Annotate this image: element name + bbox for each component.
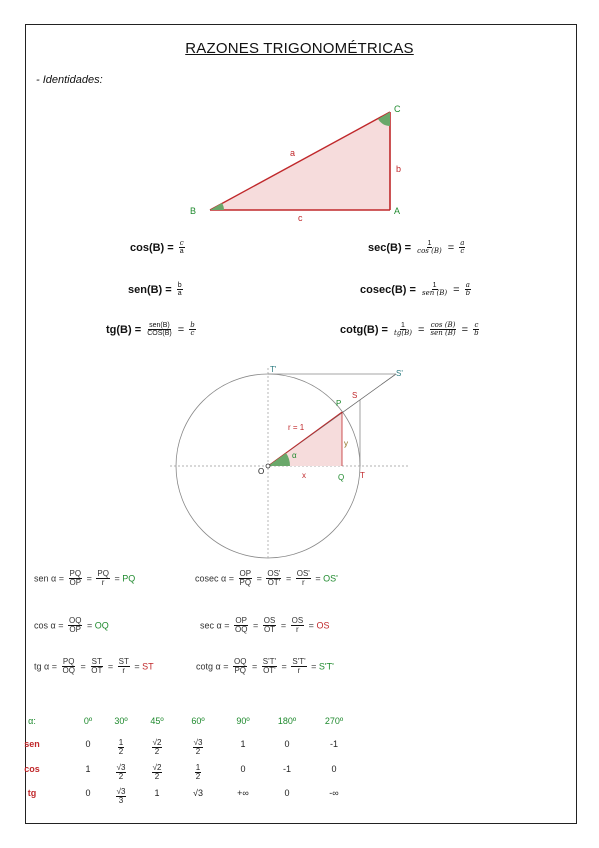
table-cell: $\frac{√3}{2}$ — [193, 738, 203, 757]
ratio-cos: cos α = $\frac{OQ}{OP}$ = OQ — [34, 616, 109, 635]
ratio-cosec: cosec α = $\frac{OP}{PQ}$ = $\frac{OS'}{OT'}$ = $\frac{OS'}{r}$ = OS' — [195, 569, 338, 588]
vertex-a: A — [394, 206, 401, 216]
label-r: r = 1 — [288, 423, 305, 432]
table-cell: √3 — [193, 788, 203, 798]
origin-point — [266, 464, 270, 468]
ratio-cotg: cotg α = $\frac{OQ}{PQ}$ = $\frac{S'T'}{OT'}$ = $\frac{S'T'}{r}$ = S'T' — [196, 657, 334, 676]
table-cell: 0 — [85, 739, 91, 749]
ratio-tg: tg α = $\frac{PQ}{OQ}$ = $\frac{ST}{OT}$ = $\frac{ST}{r}$ = ST — [34, 657, 154, 676]
page-title: RAZONES TRIGONOMÉTRICAS — [185, 40, 414, 57]
identity-tg: tg(B) = $\frac{\text{sen(B)}}{\text{COS(B)}}$ = $\frac{b}{c}$ — [106, 321, 195, 338]
label-p: P — [336, 399, 342, 408]
label-o: O — [258, 467, 265, 476]
label-s: S — [352, 391, 358, 400]
table-cell: $\frac{1}{2}$ — [195, 763, 201, 782]
label-t-prime: T' — [270, 365, 277, 374]
table-cell: 0 — [85, 788, 91, 798]
table-header-angle: 30º — [114, 716, 128, 726]
label-t: T — [360, 471, 365, 480]
table-row-label: tg — [27, 788, 37, 798]
label-alpha: α — [292, 451, 297, 460]
table-cell: $\frac{1}{2}$ — [118, 738, 124, 757]
identity-cos: cos(B) = $\frac{c}{a}$ — [130, 239, 184, 256]
identity-sec: sec(B) = $\frac{1}{\cos (B)}$ = $\frac{a}{c}$ — [368, 239, 465, 256]
table-row-label: sen — [24, 739, 40, 749]
table-header-angle: 45º — [150, 716, 164, 726]
ratio-sen: sen α = $\frac{PQ}{OP}$ = $\frac{PQ}{r}$ = PQ — [34, 569, 136, 588]
table-header-angle: 60º — [191, 716, 205, 726]
vertex-c: C — [394, 104, 401, 114]
table-cell: 1 — [240, 739, 246, 749]
identity-cotg: cotg(B) = $\frac{1}{tg(B)}$ = $\frac{\cos (B)}{\text{sen (B)}}$ = $\frac{c}{b}$ — [340, 321, 479, 338]
trig-values-table — [20, 712, 380, 812]
angle-alpha-mark — [268, 453, 290, 466]
table-cell: $\frac{√3}{2}$ — [116, 763, 126, 782]
label-x: x — [302, 471, 306, 480]
vertex-b: B — [190, 206, 197, 216]
identity-cosec: cosec(B) = $\frac{1}{\text{sen (B)}}$ = $\frac{a}{b}$ — [360, 281, 471, 298]
table-header-angle: 180º — [277, 716, 297, 726]
label-b: b — [396, 164, 402, 174]
label-s-prime: S' — [396, 369, 403, 378]
unit-circle-diagram — [170, 360, 420, 560]
identity-sen: sen(B) = $\frac{b}{a}$ — [128, 282, 182, 298]
section-subtitle: - Identidades: — [36, 74, 103, 86]
table-cell: $\frac{√2}{2}$ — [152, 738, 162, 757]
table-header-angle: 270º — [324, 716, 344, 726]
table-cell: 0 — [284, 788, 290, 798]
table-header-angle: 0º — [83, 716, 93, 726]
angle-b-mark — [210, 203, 224, 210]
table-cell: -∞ — [329, 788, 339, 798]
table-header-angle: 90º — [236, 716, 250, 726]
table-cell: 0 — [240, 764, 246, 774]
table-cell: -1 — [282, 764, 291, 774]
table-cell: 1 — [154, 788, 160, 798]
table-cell: $\frac{√2}{2}$ — [152, 763, 162, 782]
table-cell: 0 — [284, 739, 290, 749]
label-c: c — [298, 213, 303, 223]
table-cell: -1 — [329, 739, 338, 749]
label-a: a — [290, 148, 296, 158]
table-header-label: α: — [28, 716, 36, 726]
label-q: Q — [338, 473, 345, 482]
right-triangle-diagram — [180, 100, 420, 225]
label-y: y — [344, 439, 348, 448]
ratio-sec: sec α = $\frac{OP}{OQ}$ = $\frac{OS}{OT}$ = $\frac{OS}{r}$ = OS — [200, 616, 330, 635]
table-cell: 1 — [85, 764, 91, 774]
table-cell: 0 — [331, 764, 337, 774]
table-row-label: cos — [24, 764, 40, 774]
table-cell: $\frac{√3}{3}$ — [116, 787, 126, 806]
table-cell: +∞ — [237, 788, 249, 798]
